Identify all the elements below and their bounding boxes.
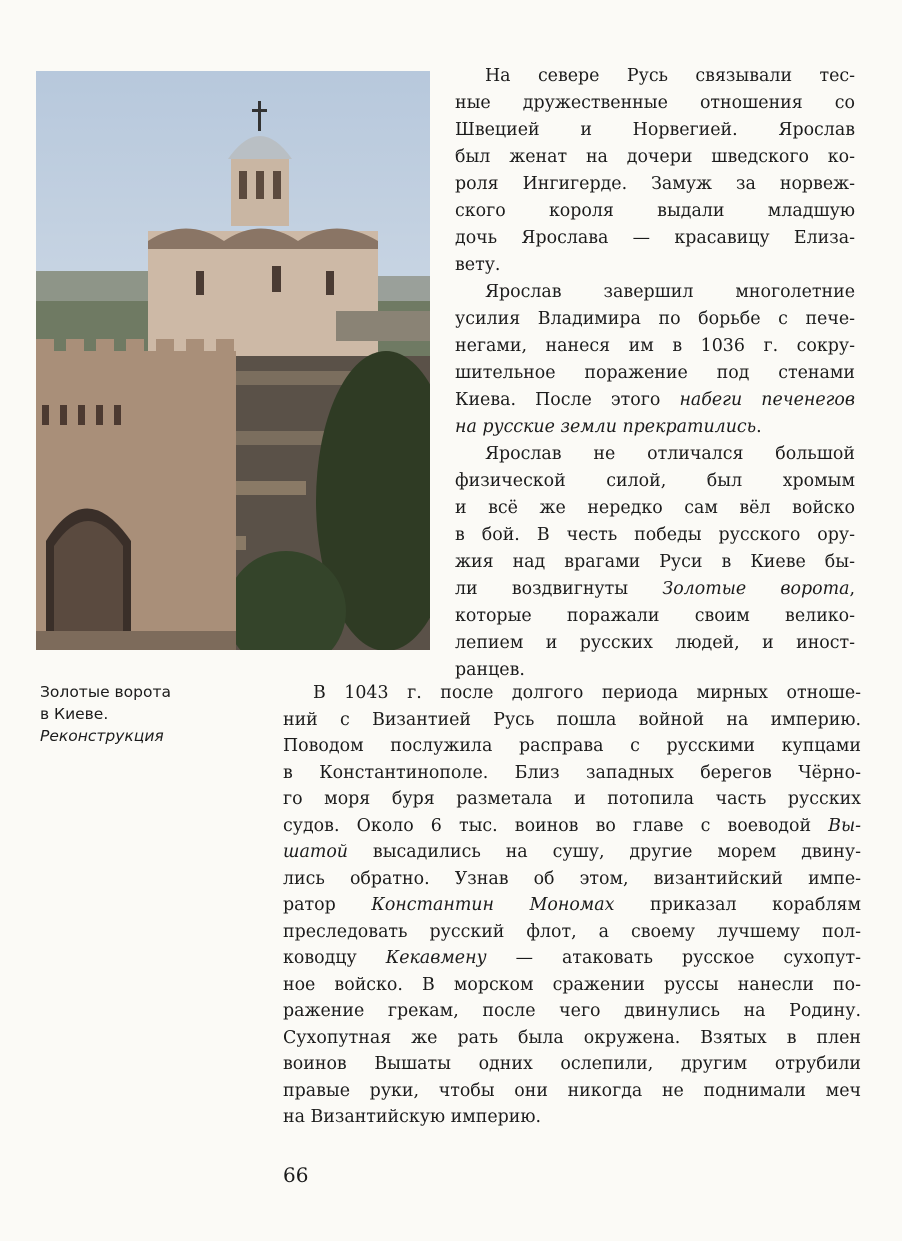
text-line: был женат на дочери шведского ко-: [455, 147, 855, 167]
text-line: ли воздвигнуты Золотые ворота,: [455, 579, 855, 599]
text-line: ранцев.: [455, 660, 525, 680]
text-line: жия над врагами Руси в Киеве бы-: [455, 552, 855, 572]
text-line: Ярослав не отличался большой: [485, 444, 855, 464]
page-number: 66: [283, 1163, 309, 1187]
text-line: ражение грекам, после чего двинулись на Родину.: [283, 1001, 861, 1021]
text-line: Швецией и Норвегией. Ярослав: [455, 120, 855, 140]
caption-line: в Киеве.: [40, 705, 109, 723]
text-line: ний с Византией Русь пошла войной на империю.: [283, 709, 861, 730]
text-line: го моря буря разметала и потопила часть русских: [283, 789, 861, 809]
text-line: ратор Константин Мономах приказал кораблям: [283, 895, 861, 915]
text-line: лепием и русских людей, и иност-: [455, 633, 855, 653]
text-line: преследовать русский флот, а своему лучшему пол-: [283, 921, 861, 942]
text-line: дочь Ярослава — красавицу Елиза-: [455, 228, 855, 248]
text-line: ное войско. В морском сражении руссы нанесли по-: [283, 974, 861, 995]
golden-gate-photo: [36, 71, 430, 650]
text-line: шатой высадились на сушу, другие морем двину-: [283, 842, 861, 862]
text-line: которые поражали своим велико-: [455, 606, 855, 626]
wide-paragraph: [283, 680, 861, 1131]
photo-caption: [40, 681, 230, 747]
text-line: На севере Русь связывали тес-: [485, 66, 855, 86]
text-line: шительное поражение под стенами: [455, 363, 855, 383]
text-line: Поводом послужила расправа с русскими купцами: [283, 736, 861, 756]
text-line: усилия Владимира по борьбе с пече-: [455, 309, 855, 329]
text-line: ные дружественные отношения со: [455, 93, 855, 113]
text-line: в бой. В честь победы русского ору-: [455, 525, 855, 545]
text-line: воинов Вышаты одних ослепили, другим отрубили: [283, 1054, 861, 1074]
text-line: Киева. После этого набеги печенегов: [455, 390, 855, 410]
golden-gate-illustration: [36, 71, 430, 650]
right-column-text: [455, 63, 855, 684]
text-line: Сухопутная же рать была окружена. Взятых в плен: [283, 1027, 861, 1048]
text-line: физической силой, был хромым: [455, 471, 855, 491]
text-line: В 1043 г. после долгого периода мирных отноше-: [313, 683, 861, 703]
text-line: в Константинополе. Близ западных берегов Чёрно-: [283, 762, 861, 783]
text-line: негами, нанеся им в 1036 г. сокру-: [455, 336, 855, 356]
text-line: роля Ингигерде. Замуж за норвеж-: [455, 174, 855, 194]
text-line: ского короля выдали младшую: [455, 201, 855, 221]
text-line: Ярослав завершил многолетние: [485, 282, 855, 302]
caption-line: Золотые ворота: [40, 683, 172, 701]
text-line: на русские земли прекратились.: [455, 417, 762, 437]
text-line: правые руки, чтобы они никогда не поднимали меч: [283, 1080, 861, 1101]
text-line: и всё же нередко сам вёл войско: [455, 498, 855, 518]
caption-line: Реконструкция: [40, 727, 164, 745]
text-line: на Византийскую империю.: [283, 1107, 542, 1127]
text-line: лись обратно. Узнав об этом, византийский импе-: [283, 868, 861, 889]
text-line: ководцу Кекавмену — атаковать русское сухопут-: [283, 948, 861, 968]
text-line: судов. Около 6 тыс. воинов во главе с воеводой Вы-: [283, 815, 861, 836]
text-line: вету.: [455, 255, 501, 275]
